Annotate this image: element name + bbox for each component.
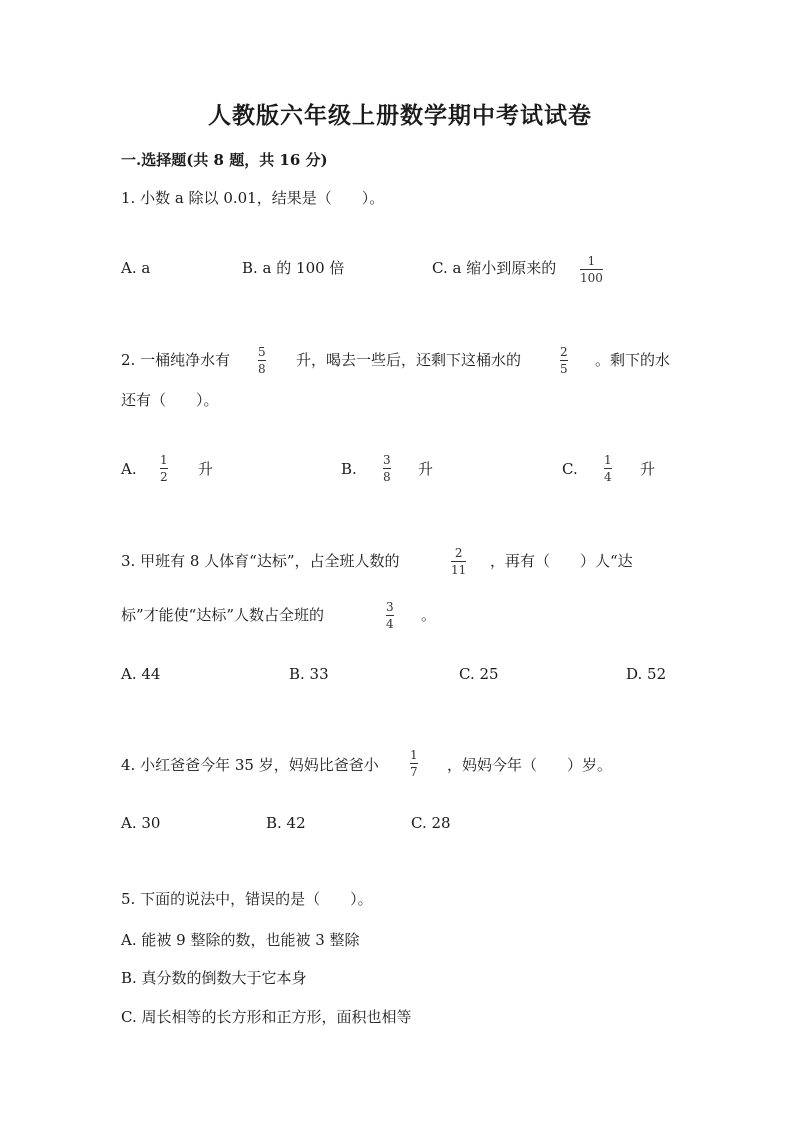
q4-fraction <box>410 748 418 779</box>
numerator: 3 <box>383 453 391 467</box>
question-3-part2: ，再有（ ）人“达 <box>490 552 633 570</box>
question-2-part2: 升，喝去一些后，还剩下这桶水的 <box>296 351 522 369</box>
question-2-line2: 还有（ ）。 <box>121 391 219 409</box>
question-3-part3: 标”才能使“达标”人数占全班的 <box>121 606 325 624</box>
numerator: 2 <box>454 546 463 560</box>
q2-option-c-label: C. <box>562 460 578 478</box>
numerator: 1 <box>410 748 418 762</box>
question-3-part1: 3. 甲班有 8 人体育“达标”，占全班人数的 <box>121 552 400 570</box>
denominator: 4 <box>604 470 612 484</box>
q2-option-a-unit: 升 <box>198 460 214 478</box>
q3-option-a: A. 44 <box>121 665 161 683</box>
question-1-stem: 1. 小数 a 除以 0.01，结果是（ ）。 <box>121 189 385 207</box>
numerator: 5 <box>258 345 266 359</box>
q1-option-c-fraction <box>580 254 603 285</box>
denominator: 8 <box>258 362 266 376</box>
denominator: 11 <box>451 563 467 577</box>
numerator: 2 <box>560 345 568 359</box>
q5-option-a: A. 能被 9 整除的数，也能被 3 整除 <box>121 931 360 949</box>
q3-option-d: D. 52 <box>626 665 667 683</box>
q2-fraction-2 <box>560 345 568 376</box>
q5-option-b: B. 真分数的倒数大于它本身 <box>121 969 307 987</box>
denominator: 2 <box>160 470 168 484</box>
q3-fraction-2 <box>386 600 394 631</box>
q5-option-c: C. 周长相等的长方形和正方形，面积也相等 <box>121 1008 412 1026</box>
q1-option-c: C. a 缩小到原来的 <box>432 259 557 277</box>
question-2-part3: 。剩下的水 <box>595 351 671 369</box>
q2-option-b-label: B. <box>341 460 357 478</box>
q2-option-c-unit: 升 <box>640 460 656 478</box>
q3-option-c: C. 25 <box>459 665 499 683</box>
section-heading: 一.选择题(共 8 题，共 16 分) <box>121 151 328 169</box>
question-4-part2: ，妈妈今年（ ）岁。 <box>447 756 613 774</box>
q4-option-b: B. 42 <box>266 814 306 832</box>
denominator: 4 <box>386 617 394 631</box>
q1-option-b: B. a 的 100 倍 <box>242 259 345 277</box>
question-4-part1: 4. 小红爸爸今年 35 岁，妈妈比爸爸小 <box>121 756 379 774</box>
numerator: 1 <box>160 453 168 467</box>
denominator: 100 <box>580 271 603 285</box>
q4-option-a: A. 30 <box>121 814 161 832</box>
question-5-stem: 5. 下面的说法中，错误的是（ ）。 <box>121 890 373 908</box>
q2-option-a-label: A. <box>121 460 137 478</box>
denominator: 7 <box>410 765 418 779</box>
q3-fraction-1 <box>451 546 466 577</box>
q2-option-c-fraction <box>604 453 612 484</box>
question-3-part4: 。 <box>421 606 437 624</box>
q2-option-a-fraction <box>160 453 168 484</box>
q4-option-c: C. 28 <box>411 814 451 832</box>
q2-option-b-fraction <box>383 453 391 484</box>
denominator: 8 <box>383 470 391 484</box>
q2-option-b-unit: 升 <box>418 460 434 478</box>
q1-option-a: A. a <box>121 259 151 277</box>
numerator: 1 <box>587 254 596 268</box>
numerator: 1 <box>604 453 612 467</box>
q2-fraction-1 <box>258 345 266 376</box>
question-2-part1: 2. 一桶纯净水有 <box>121 351 231 369</box>
denominator: 5 <box>560 362 568 376</box>
numerator: 3 <box>386 600 394 614</box>
q3-option-b: B. 33 <box>289 665 329 683</box>
page-title: 人教版六年级上册数学期中考试试卷 <box>208 102 592 129</box>
